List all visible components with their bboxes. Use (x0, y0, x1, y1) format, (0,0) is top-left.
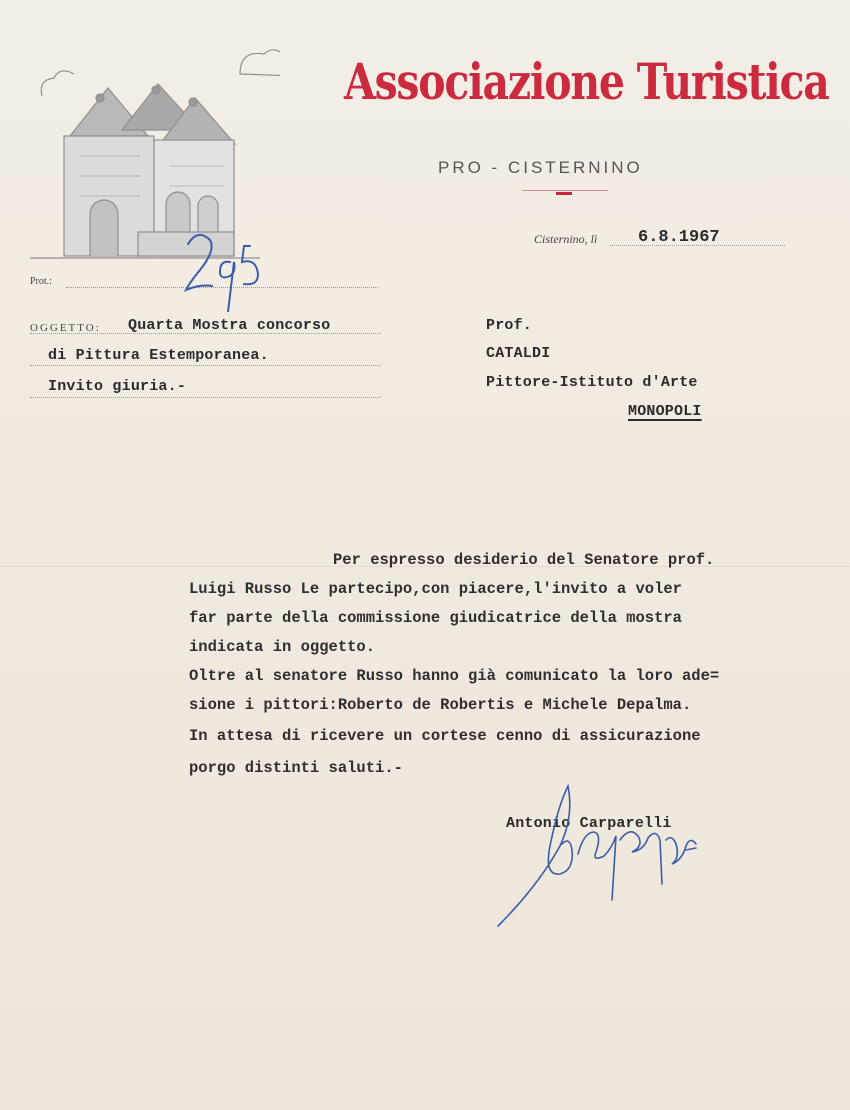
recipient-city: MONOPOLI (628, 403, 702, 420)
subject-line-3: Invito giuria.- (48, 378, 187, 395)
body-line-2: Luigi Russo Le partecipo,con piacere,l'invito a voler (189, 580, 682, 598)
subject-dotted-line-3 (30, 397, 380, 398)
recipient-line-2: CATALDI (486, 345, 551, 362)
subject-dotted-line-1 (30, 333, 380, 334)
brand-divider (522, 190, 608, 191)
prot-label: Prot.: (30, 276, 52, 287)
handwritten-signature (490, 770, 710, 940)
brand-title: Associazione Turistica (344, 52, 829, 111)
brand-divider-accent (556, 192, 572, 195)
body-line-8: porgo distinti saluti.- (189, 759, 403, 777)
signatory-name: Antonio Carparelli (506, 815, 672, 832)
subject-line-1: Quarta Mostra concorso (128, 317, 331, 334)
subject-label: OGGETTO: (30, 322, 101, 334)
subject-line-2: di Pittura Estemporanea. (48, 347, 269, 364)
place-label: Cisternino, lì (534, 232, 598, 246)
body-line-5: Oltre al senatore Russo hanno già comunicato la loro ade= (189, 667, 720, 685)
body-line-4: indicata in oggetto. (189, 638, 376, 656)
recipient-line-3: Pittore-Istituto d'Arte (486, 374, 698, 391)
recipient-line-1: Prof. (486, 317, 533, 334)
body-line-3: far parte della commissione giudicatrice della mostra (189, 609, 682, 627)
body-line-6: sione i pittori:Roberto de Robertis e Michele Depalma. (189, 696, 692, 714)
subject-dotted-line-2 (30, 365, 380, 366)
body-line-1: Per espresso desiderio del Senatore prof. (333, 551, 715, 569)
brand-subtitle: PRO - CISTERNINO (438, 158, 643, 177)
body-line-7: In attesa di ricevere un cortese cenno di assicurazione (189, 727, 701, 745)
protocol-number-handwritten (180, 222, 270, 312)
letter-date: 6.8.1967 (638, 228, 720, 247)
